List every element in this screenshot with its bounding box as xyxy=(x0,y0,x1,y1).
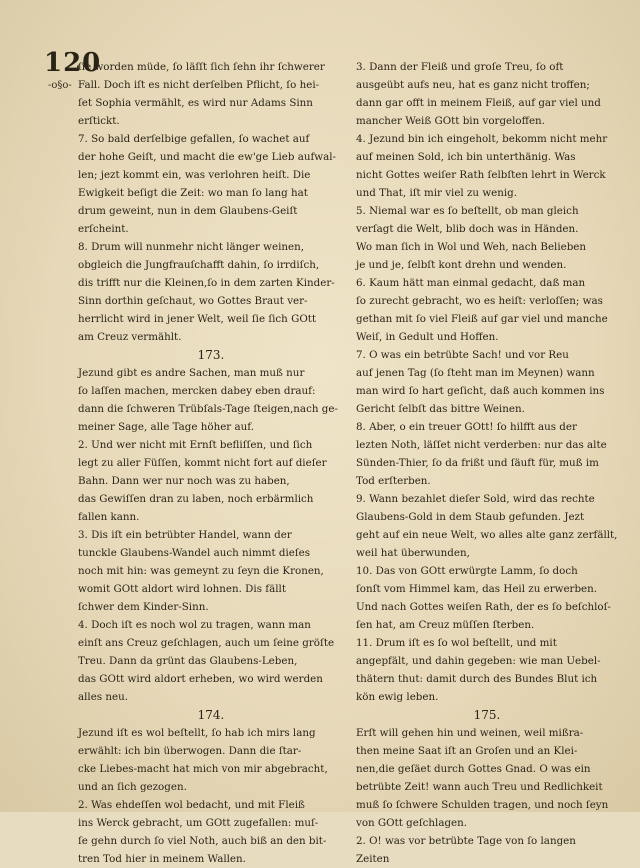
right-column xyxy=(356,58,618,868)
text-line: von GOtt geſchlagen. xyxy=(356,817,468,829)
text-line: Jezund gibt es andre Sachen, man muß nur xyxy=(78,367,305,379)
text-line: herrlicht wird in jener Welt, weil ſie ſich GOtt xyxy=(78,313,317,325)
text-line: then meine Saat iſt an Groſen und an Klei- xyxy=(356,745,578,757)
text-line: ſonſt vom Himmel kam, das Heil zu erwerben. xyxy=(356,583,598,595)
text-line: noch mit hin: was gemeynt zu ſeyn die Kronen, xyxy=(78,565,324,577)
text-line: 7. So bald derſelbige gefallen, ſo wachet auf xyxy=(78,133,310,145)
text-line: thätern thut: damit durch des Bundes Blut ich xyxy=(356,673,598,685)
hymn-173-text xyxy=(78,364,344,706)
text-line: ſo laſſen machen, mercken dabey eben drauf: xyxy=(78,385,316,397)
text-line: womit GOtt aldort wird lohnen. Dis fällt xyxy=(78,583,286,595)
ornament-icon: -o§o- xyxy=(48,80,72,91)
text-line: Und nach Gottes weiſen Rath, der es ſo beſchloſ- xyxy=(356,601,611,613)
text-line: 4. Jezund bin ich eingeholt, bekomm nicht mehr xyxy=(356,133,608,145)
text-line: ſet Sophia vermählt, es wird nur Adams Sinn xyxy=(78,97,313,109)
text-line: 8. Drum will nunmehr nicht länger weinen, xyxy=(78,241,304,253)
text-line: 10. Das von GOtt erwürgte Lamm, ſo doch xyxy=(356,565,578,577)
text-line: nicht Gottes weiſer Rath ſelbſten lehrt in Werck xyxy=(356,169,606,181)
text-line: Bahn. Dann wer nur noch was zu haben, xyxy=(78,475,290,487)
text-line: 2. O! was vor betrübte Tage von ſo langen xyxy=(356,835,576,847)
text-line: legt zu aller Füſſen, kommt nicht fort auf dieſer xyxy=(78,457,327,469)
text-line: auf meinen Sold, ich bin unterthänig. Was xyxy=(356,151,576,163)
text-line: ſchwer dem Kinder-Sinn. xyxy=(78,601,209,613)
text-line: len; jezt kommt ein, was verlohren heiſt. Die xyxy=(78,169,311,181)
text-line: man wird ſo hart geſicht, daß auch kommen ins xyxy=(356,385,605,397)
text-line: ſo zurecht gebracht, wo es heiſt: verloſſen; was xyxy=(356,295,603,307)
text-line: geht auf ein neue Welt, wo alles alte ganz zerfällt, xyxy=(356,529,618,541)
text-line: 9. Wann bezahlet dieſer Sold, wird das rechte xyxy=(356,493,595,505)
text-line: dann die ſchweren Trübſals-Tage ſteigen,nach ge- xyxy=(78,403,338,415)
text-line: erſtickt. xyxy=(78,115,120,127)
text-line: je und je, ſelbſt kont drehn und wenden. xyxy=(356,259,567,271)
text-line: lezten Noth, läſſet nicht verderben: nur das alte xyxy=(356,439,607,451)
hymn-174-continued-text xyxy=(356,58,618,706)
text-line: 3. Dis iſt ein betrübter Handel, wann der xyxy=(78,529,292,541)
text-line: das Gewiſſen dran zu laben, noch erbärmlich xyxy=(78,493,314,505)
text-line: 3. Dann der Fleiß und groſe Treu, ſo oft xyxy=(356,61,564,73)
text-line: Gericht ſelbſt das bittre Weinen. xyxy=(356,403,525,415)
text-line: obgleich die Jungfrauſchafft dahin, ſo irrdiſch, xyxy=(78,259,320,271)
text-block-a xyxy=(78,58,344,346)
text-line: Sünden-Thier, ſo da frißt und ſäuft für, muß im xyxy=(356,457,599,469)
text-line: einſt ans Creuz geſchlagen, auch um ſeine gröſte xyxy=(78,637,335,649)
text-line: angepfält, und dahin gegeben: wie man Uebel- xyxy=(356,655,601,667)
text-line: ſie worden müde, ſo läſſt ſich ſehn ihr ſchwerer xyxy=(78,61,325,73)
text-line: meiner Sage, alle Tage höher auf. xyxy=(78,421,254,433)
text-line: weil hat überwunden, xyxy=(356,547,470,559)
text-line: Wo man ſich in Wol und Weh, nach Belieben xyxy=(356,241,587,253)
text-line: 8. Aber, o ein treuer GOtt! ſo hilfft aus der xyxy=(356,421,577,433)
text-line: tren Tod hier in meinem Wallen. xyxy=(78,853,246,865)
text-line: alles neu. xyxy=(78,691,129,703)
text-line: kön ewig leben. xyxy=(356,691,439,703)
text-line: und That, iſt mir viel zu wenig. xyxy=(356,187,518,199)
text-line: tunckle Glaubens-Wandel auch nimmt dieſes xyxy=(78,547,311,559)
text-line: 6. Kaum hätt man einmal gedacht, daß man xyxy=(356,277,586,289)
text-line: ausgeübt aufs neu, hat es ganz nicht troffen; xyxy=(356,79,590,91)
hymn-number-174: 174. xyxy=(197,708,225,722)
hymn-174-text xyxy=(78,724,344,868)
text-line: ſen hat, am Creuz müſſen ſterben. xyxy=(356,619,535,631)
text-line: dis trifft nur die Kleinen,ſo in dem zarten Kinder- xyxy=(78,277,335,289)
text-line: Sinn dorthin geſchaut, wo Gottes Braut ver- xyxy=(78,295,308,307)
text-line: 5. Niemal war es ſo beſtellt, ob man gleich xyxy=(356,205,579,217)
text-line: 11. Drum iſt es ſo wol beſtellt, und mit xyxy=(356,637,557,649)
text-line: Zeiten xyxy=(356,853,390,865)
text-line: 7. O was ein betrübte Sach! und vor Reu xyxy=(356,349,569,361)
page-number: 120 xyxy=(44,48,102,78)
text-line: dann gar offt in meinem Fleiß, auf gar viel und xyxy=(356,97,601,109)
text-line: am Creuz vermählt. xyxy=(78,331,182,343)
text-line: Treu. Dann da grünt das Glaubens-Leben, xyxy=(78,655,298,667)
text-line: gethan mit ſo viel Fleiß auf gar viel und manche xyxy=(356,313,608,325)
text-line: 2. Was ehdeſſen wol bedacht, und mit Fleiß xyxy=(78,799,305,811)
text-line: auf jenen Tag (ſo ſteht man im Meynen) wann xyxy=(356,367,595,379)
left-column xyxy=(78,58,344,868)
text-line: muß ſo ſchwere Schulden tragen, und noch ſeyn xyxy=(356,799,609,811)
text-line: der hohe Geiſt, und macht die ew'ge Lieb aufwal- xyxy=(78,151,337,163)
hymn-number-173: 173. xyxy=(197,348,225,362)
text-line: fallen kann. xyxy=(78,511,140,523)
text-line: das GOtt wird aldort erheben, wo wird werden xyxy=(78,673,323,685)
hymn-number-175: 175. xyxy=(473,708,501,722)
text-line: Weiſ, in Gedult und Hoffen. xyxy=(356,331,499,343)
text-line: verſagt die Welt, blib doch was in Händen. xyxy=(356,223,579,235)
hymn-175-text xyxy=(356,724,618,868)
text-line: Fall. Doch iſt es nicht derſelben Pflicht, ſo hei- xyxy=(78,79,320,91)
text-line: Erſt will gehen hin und weinen, weil mißra- xyxy=(356,727,584,739)
text-line: 2. Und wer nicht mit Ernſt befliſſen, und ſich xyxy=(78,439,313,451)
text-line: erwählt: ich bin überwogen. Dann die ſtar- xyxy=(78,745,302,757)
text-line: 4. Doch iſt es noch wol zu tragen, wann man xyxy=(78,619,311,631)
text-line: mancher Weiß GOtt bin vorgeloffen. xyxy=(356,115,545,127)
text-line: Jezund iſt es wol beſtellt, ſo hab ich mirs lang xyxy=(78,727,316,739)
text-line: drum geweint, nun in dem Glaubens-Geiſt xyxy=(78,205,298,217)
text-line: ſe gehn durch ſo viel Noth, auch biß an den bit- xyxy=(78,835,327,847)
text-line: cke Liebes-macht hat mich von mir abgebracht, xyxy=(78,763,328,775)
text-line: betrübte Zeit! wann auch Treu und Redlichkeit xyxy=(356,781,603,793)
text-line: Glaubens-Gold in dem Staub gefunden. Jezt xyxy=(356,511,585,523)
text-line: nen,die geſäet durch Gottes Gnad. O was ein xyxy=(356,763,591,775)
text-line: ins Werck gebracht, um GOtt zugefallen: muſ- xyxy=(78,817,319,829)
text-line: und an ſich gezogen. xyxy=(78,781,187,793)
text-line: Tod erſterben. xyxy=(356,475,431,487)
text-line: Ewigkeit beſigt die Zeit: wo man ſo lang hat xyxy=(78,187,308,199)
text-line: erſcheint. xyxy=(78,223,129,235)
